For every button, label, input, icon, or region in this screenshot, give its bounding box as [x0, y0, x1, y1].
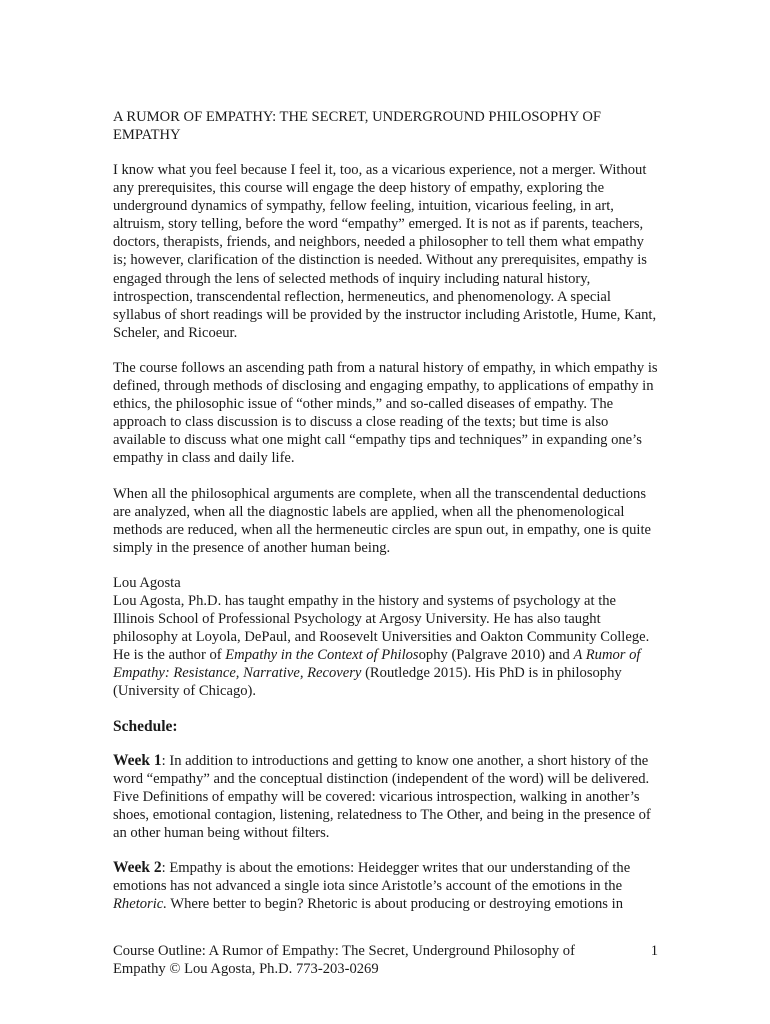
closing-paragraph: When all the philosophical arguments are complete, when all the transcendental deductions are analyzed, when all the diagnostic labels are applied, when all the phenomenological methods are reduced, when all the hermeneutic circles are spun out, in empathy, one is quite simply in the presence of another human being.	[113, 485, 652, 556]
author-bio-part1: Lou Agosta, Ph.D. has taught empathy in the history and systems of psychology at the Illinois School of Professional Psychology at Argosy University. He has also taught philosophy at Loyola, DePaul, and Roosevelt Universities and Oakton Community College. He is the author of	[113, 592, 650, 664]
author-section	[113, 574, 658, 701]
document-title: A RUMOR OF EMPATHY: THE SECRET, UNDERGROUND PHILOSOPHY OF EMPATHY	[113, 109, 602, 143]
document-body	[113, 108, 658, 930]
week-1-label: Week 1	[113, 751, 162, 769]
week-2-text: : Empathy is about the emotions: Heidegger writes that our understanding of the emotions has not advanced a single iota since Aristotle’s account of the emotions in the	[113, 860, 631, 895]
author-book1-title: Empathy in the Context of Philos	[225, 647, 419, 664]
week-1-text: : In addition to introductions and getting to know one another, a short history of the word “empathy” and the conceptual distinction (independent of the word) will be delivered. Five Definitions of empathy will be covered: vicarious introspection, walking in another’s shoes, emotional contagion, listening, relatedness to The Other, and being in the presence of an other human being without filters.	[113, 752, 651, 841]
week-2-label: Week 2	[113, 859, 162, 876]
author-bio	[113, 592, 658, 701]
intro-paragraph: I know what you feel because I feel it, too, as a vicarious experience, not a merger. Without any prerequisites, this course will engage the deep history of empathy, exploring the underground dynamics of sympathy, fellow feeling, intuition, vicarious feeling, in art, altruism, story telling, before the word “empathy” emerged. It is not as if parents, teachers, doctors, therapists, friends, and neighbors, needed a philosopher to tell them what empathy is; however, clarification of the distinction is needed. Without any prerequisites, empathy is engaged through the lens of selected methods of inquiry including natural history, introspection, transcendental reflection, hermeneutics, and phenomenology. A special syllabus of short readings will be provided by the instructor including Aristotle, Hume, Kant, Scheler, and Ricoeur.	[113, 162, 657, 341]
page-footer	[113, 942, 658, 978]
schedule-heading: Schedule:	[113, 717, 178, 735]
footer-text: Course Outline: A Rumor of Empathy: The Secret, Underground Philosophy of Empathy © Lou Agosta, Ph.D. 773-203-0269	[113, 943, 575, 977]
author-bio-part2: ophy (Palgrave 2010) and	[418, 647, 574, 664]
author-bio-part3: (Routledge 2015). His PhD is in philosophy (University of Chicago).	[113, 665, 622, 700]
week-1-entry	[113, 752, 658, 842]
course-path-paragraph: The course follows an ascending path from a natural history of empathy, in which empathy is defined, through methods of disclosing and engaging empathy, to applications of empathy in ethics, the philosophic issue of “other minds,” and so-called diseases of empathy. The approach to class discussion is to discuss a close reading of the texts; but time is also available to discuss what one might call “empathy tips and techniques” in expanding one’s empathy in class and daily life.	[113, 359, 658, 467]
week-2-text-cont: Where better to begin? Rhetoric is about producing or destroying emotions in	[166, 896, 623, 913]
author-name: Lou Agosta	[113, 574, 181, 591]
week-2-entry	[113, 859, 658, 913]
author-book2-title: A Rumor of Empathy: Resistance, Narrative, Recovery	[113, 647, 641, 682]
page-number: 1	[650, 943, 658, 959]
week-2-italic: Rhetoric.	[113, 896, 167, 913]
